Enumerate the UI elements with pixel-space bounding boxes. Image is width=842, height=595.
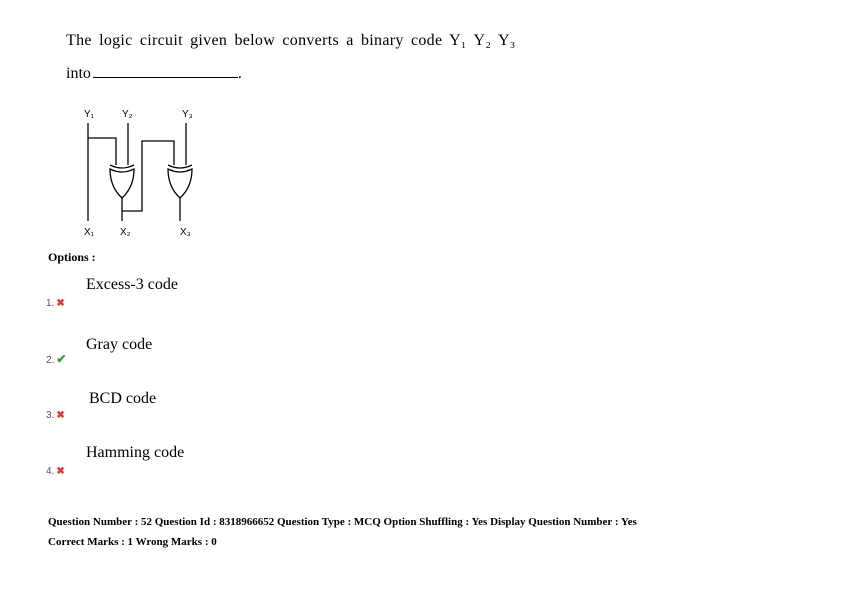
check-mark-icon: ✔ [56, 352, 67, 366]
blank-suffix: . [237, 65, 242, 82]
circuit-wires [88, 123, 186, 221]
xor-gate-2 [168, 165, 192, 198]
option-2-number: 2. [46, 355, 55, 366]
question-meta-line-2: Correct Marks : 1 Wrong Marks : 0 [48, 536, 217, 548]
option-4-text[interactable]: Hamming code [86, 444, 185, 461]
option-3-marker [46, 405, 65, 423]
option-2-marker [46, 350, 66, 368]
wrong-mark-icon: ✖ [56, 410, 65, 421]
wrong-mark-icon: ✖ [56, 466, 65, 477]
input-label-y2: Y₂ [122, 109, 133, 120]
option-2-text[interactable]: Gray code [86, 336, 153, 353]
xor-gate-1 [110, 165, 134, 198]
answer-blank [93, 64, 238, 78]
output-label-x2: X₂ [120, 227, 131, 238]
question-meta-line-1: Question Number : 52 Question Id : 8318966652 Question Type : MCQ Option Shuffling : Yes Display Question Number : Yes [48, 516, 637, 528]
input-label-y1: Y₁ [84, 109, 95, 120]
question-text: The logic circuit given below converts a binary code Y₁ Y₂ Y₃ [66, 32, 516, 49]
output-label-x1: X₁ [84, 227, 95, 238]
options-heading: Options : [48, 250, 96, 264]
wrong-mark-icon: ✖ [56, 298, 65, 309]
option-1-marker [46, 293, 65, 311]
option-4-marker [46, 461, 65, 479]
option-3-text[interactable]: BCD code [89, 390, 157, 407]
input-label-y3: Y₃ [182, 109, 193, 120]
into-word: into [66, 65, 91, 82]
option-1-number: 1. [46, 298, 55, 309]
logic-circuit-diagram [78, 103, 208, 243]
question-continuation [66, 64, 242, 83]
option-1-text[interactable]: Excess-3 code [86, 276, 178, 293]
option-4-number: 4. [46, 466, 55, 477]
option-3-number: 3. [46, 410, 55, 421]
output-label-x3: X₃ [180, 227, 191, 238]
